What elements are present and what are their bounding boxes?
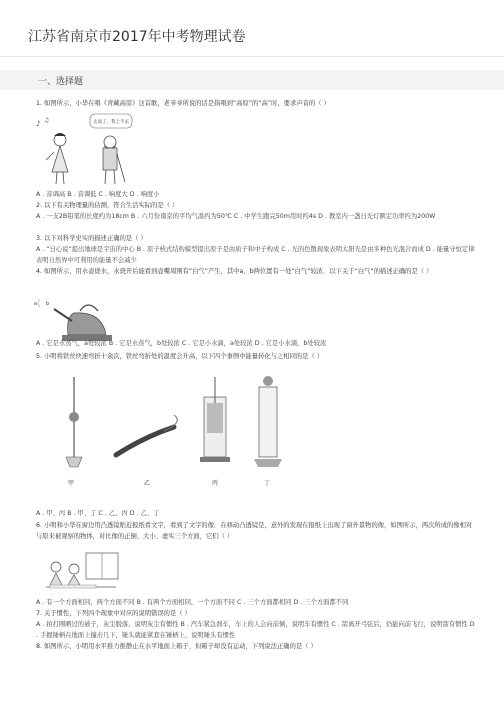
q5-caption-bing: 丙	[212, 480, 219, 487]
svg-text:♪: ♪	[36, 120, 41, 128]
q5-caption-jia: 甲	[68, 480, 75, 487]
q4-label-b: b	[46, 301, 50, 307]
question-7-stem: 7. 关于惯性，下列四个现象中对应的说明错误的是（ ）	[36, 610, 191, 617]
q4-label-a: a	[34, 301, 38, 307]
question-5-options: A . 甲、丙 B . 甲、丁 C . 乙、丙 D . 乙、丁	[36, 510, 160, 517]
question-3-options: A . “日心说”提出地球是宇宙的中心 B . 原子核式结构模型提出原子是由质子和中子构成 C . 光的色散现象表明太阳光是由多种色光混合而成 D . 能量守恒定律表明自然界中可利用的能量不会减少	[36, 246, 475, 264]
question-6-options: A . 有一个方面相同，两个方面不同 B . 有两个方面相同，一个方面不同 C . 三个方面都相同 D . 三个方面都不同	[36, 599, 349, 606]
q1-bubble-text: 太高了，我上不去	[93, 120, 129, 125]
svg-text:♫: ♫	[44, 117, 50, 124]
question-5-stem: 5. 小明将铁丝快速弯折十余次，铁丝弯折处的温度会升高，以下四个事例中能量转化与之相同的是（ ）	[36, 353, 324, 360]
question-6-figure	[36, 547, 126, 597]
page-title: 江苏省南京市2017年中考物理试卷	[28, 29, 246, 45]
question-4-stem: 4. 如图所示，用水壶烧水，水烧开后能看到壶嘴周围有“白气”产生，其中a、b两位置有一处“白气”较浓．以下关于“白气”的描述正确的是（ ）	[36, 268, 433, 275]
question-1-options: A . 音调高 B . 音调低 C . 响度大 D . 响度小	[36, 191, 160, 198]
question-7-options: A . 拍打刚晒过的被子，灰尘脱落，说明灰尘有惯性 B . 汽车紧急刹车，车上的人会向前倾，说明车有惯性 C . 箭离开弓弦后，仍能向前飞行，说明箭有惯性 D . 手握锤柄在地面上撞击几下，锤头就能紧套在锤柄上，说明锤头有惯性	[36, 621, 475, 639]
title-divider	[0, 56, 504, 57]
question-6-stem: 6. 小明和小华在窗边用凸透镜贴近报纸看文字，看到了文字的像．在移动凸透镜是，意外的发现在报纸上出现了窗外景物的像，如图所示，两次所成的像相对与原来被观察的物体，对比像的正倒、大小、虚实三个方面，它们（ ）	[36, 522, 473, 540]
q5-caption-yi: 乙	[144, 480, 151, 487]
question-1-stem: 1. 如图所示，小华在唱《青藏高原》这首歌，老爷爷所说的话是指唱到“高原”的“高”时，要求声音的（ ）	[36, 100, 330, 107]
question-2-stem: 2. 以下有关物理量的估测，符合生活实际的是（ ）	[36, 202, 179, 209]
question-2-options: A . 一支2B铅笔的长度约为18cm B . 六月份南京的平均气温约为50℃ C . 中学生跑完50m用时约4s D . 教室内一盏日光灯额定功率约为200W	[36, 213, 436, 220]
question-5-figure	[44, 367, 294, 497]
section-title: 一、选择题	[38, 77, 84, 87]
q5-caption-ding: 丁	[264, 480, 271, 487]
question-4-figure	[32, 295, 122, 345]
question-3-stem: 3. 以下对科学史实的描述正确的是（ ）	[36, 235, 147, 242]
question-8-stem: 8. 如图所示，小明用水平推力推静止在水平地面上箱子，但箱子却没有运动，下列说法正确的是（ ）	[36, 643, 317, 650]
question-4-options: A . 它是水蒸气，a处较浓 B . 它是水蒸气，b处较浓 C . 它是小水滴，a处较浓 D . 它是小水滴，b处较浓	[36, 340, 327, 347]
question-1-figure	[30, 112, 140, 188]
